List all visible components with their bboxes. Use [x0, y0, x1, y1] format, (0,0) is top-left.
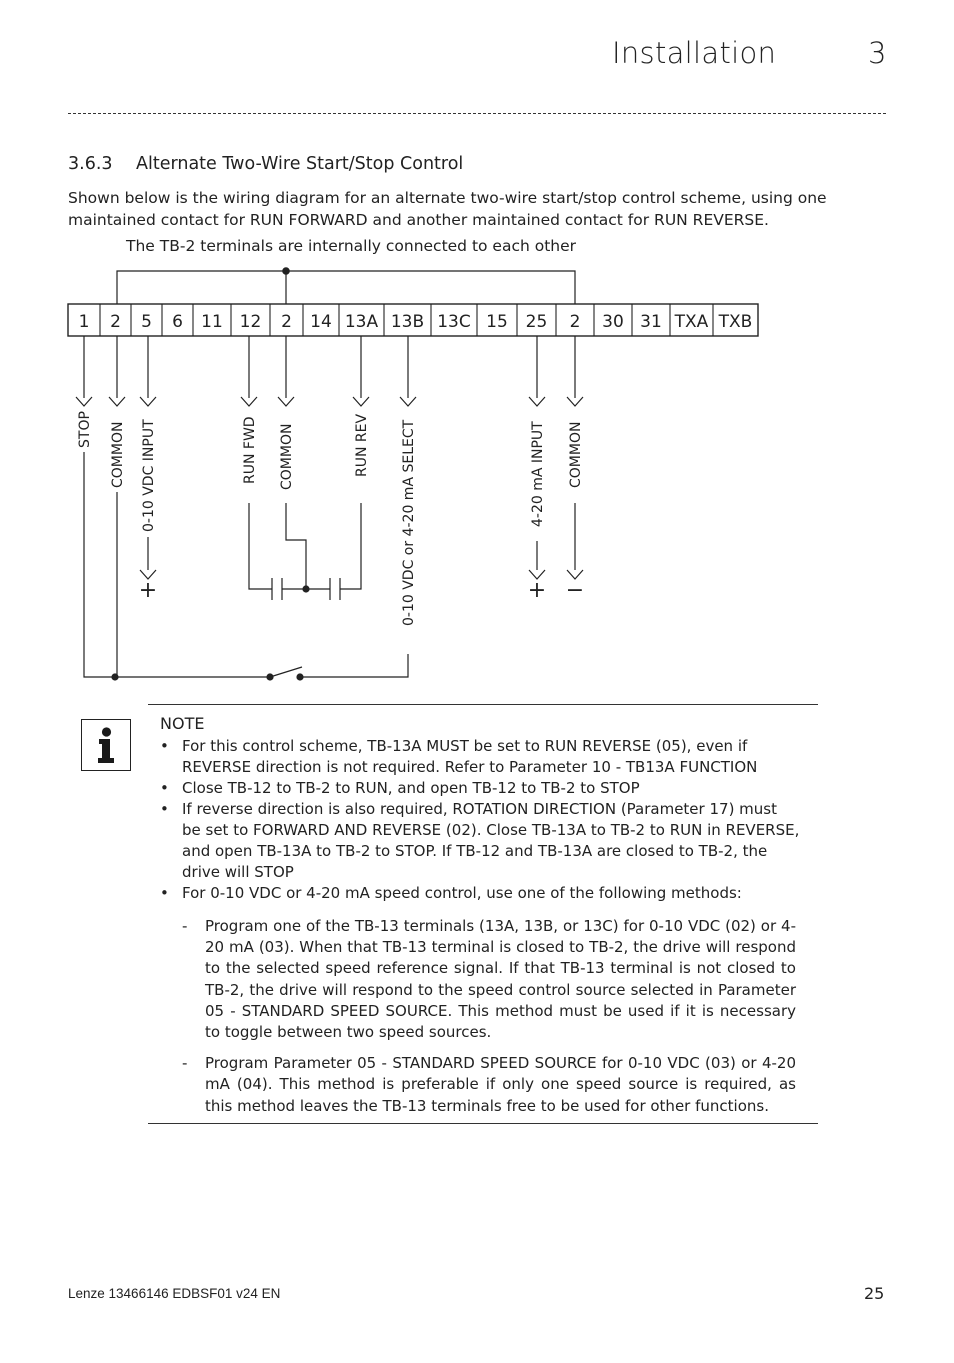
- label-common-1: COMMON: [110, 421, 126, 488]
- label-common-2: COMMON: [279, 423, 295, 490]
- terminal-12: 12: [239, 312, 262, 332]
- terminal-1: 1: [78, 312, 90, 332]
- note-bullet: • If reverse direction is also required, ROTATION DIRECTION (Parameter 17) must be set to FORWARD AND REVERSE (02). Close TB-13A to TB-2 to RUN in REVERSE, and open TB-13A to TB-2 to STOP. If TB-12 and TB-13A are closed to TB-2, the drive will STOP: [160, 799, 800, 883]
- terminal-5: 5: [141, 312, 152, 332]
- terminal-11: 11: [201, 312, 223, 332]
- terminal-2: 2: [110, 312, 121, 332]
- label-run-fwd: RUN FWD: [242, 416, 258, 484]
- page-number: 25: [864, 1284, 885, 1303]
- terminal-30: 30: [602, 312, 624, 332]
- header-divider: [68, 113, 886, 114]
- label-run-rev: RUN REV: [354, 413, 370, 477]
- terminal-2: 2: [569, 312, 581, 332]
- chapter-title: Installation: [612, 36, 777, 70]
- chapter-number: 3: [868, 36, 887, 70]
- wiring-diagram: [0, 260, 954, 700]
- lower-circuit: [84, 452, 575, 677]
- minus-common: −: [565, 578, 585, 603]
- note-title: NOTE: [160, 714, 205, 733]
- label-stop: STOP: [77, 411, 93, 448]
- tb2-internal-bus: [117, 268, 575, 304]
- plus-ma: +: [527, 578, 547, 603]
- terminal-6: 6: [172, 312, 183, 332]
- section-title: Alternate Two-Wire Start/Stop Control: [136, 154, 464, 174]
- plus-vdc: +: [138, 578, 158, 603]
- section-number: 3.6.3: [68, 154, 113, 174]
- label-ma-input: 4-20 mA INPUT: [530, 421, 546, 527]
- terminal-txa: TXA: [674, 312, 709, 332]
- terminal-wires: [84, 336, 575, 398]
- note-bottom-rule: [148, 1123, 818, 1124]
- terminal-2: 2: [281, 312, 292, 332]
- footer-doc-id: Lenze 13466146 EDBSF01 v24 EN: [68, 1286, 281, 1301]
- intro-paragraph: Shown below is the wiring diagram for an alternate two-wire start/stop control scheme, using one maintained contact for RUN FORWARD and another maintained contact for RUN REVERSE.: [68, 189, 827, 229]
- note-bullet: • For 0-10 VDC or 4-20 mA speed control, use one of the following methods:: [160, 883, 800, 904]
- connector-chevrons: [76, 397, 583, 406]
- note-bullet: • Close TB-12 to TB-2 to RUN, and open TB-12 to TB-2 to STOP: [160, 778, 800, 799]
- speed-method-list: [182, 916, 796, 1127]
- label-speed-select: 0-10 VDC or 4-20 mA SELECT: [401, 419, 417, 626]
- terminal-15: 15: [486, 312, 508, 332]
- terminal-25: 25: [525, 312, 548, 332]
- note-bullet-list: [160, 736, 800, 904]
- diagram-caption: The TB-2 terminals are internally connected to each other: [126, 237, 577, 255]
- note-bullet: • For this control scheme, TB-13A MUST be set to RUN REVERSE (05), even if REVERSE direction is not required. Refer to Parameter 10 - TB13A FUNCTION: [160, 736, 800, 778]
- terminal-13b: 13B: [390, 312, 425, 332]
- terminal-txb: TXB: [718, 312, 753, 332]
- terminal-block: [68, 304, 758, 336]
- label-vdc-input: 0-10 VDC INPUT: [141, 419, 157, 532]
- info-icon: [81, 719, 131, 771]
- terminal-13c: 13C: [437, 312, 471, 332]
- terminal-13a: 13A: [344, 312, 379, 332]
- section-heading: [68, 154, 463, 174]
- note-top-rule: [148, 704, 818, 705]
- terminal-14: 14: [310, 312, 332, 332]
- label-common-3: COMMON: [568, 421, 584, 488]
- speed-method: - Program one of the TB-13 terminals (13A, 13B, or 13C) for 0-10 VDC (02) or 4-20 mA (03). When that TB-13 terminal is closed to TB-2, the drive will respond to the selected speed reference signal. If that TB-13 terminal is not closed to TB-2, the drive will respond to the speed control source selected in Parameter 05 - STANDARD SPEED SOURCE. This method must be used if it is necessary to toggle between two speed sources.: [182, 916, 796, 1043]
- terminal-31: 31: [640, 312, 662, 332]
- speed-method: - Program Parameter 05 - STANDARD SPEED SOURCE for 0-10 VDC (03) or 4-20 mA (04). This method is preferable if only one speed source is required, as this method leaves the TB-13 terminals free to be used for other functions.: [182, 1053, 796, 1117]
